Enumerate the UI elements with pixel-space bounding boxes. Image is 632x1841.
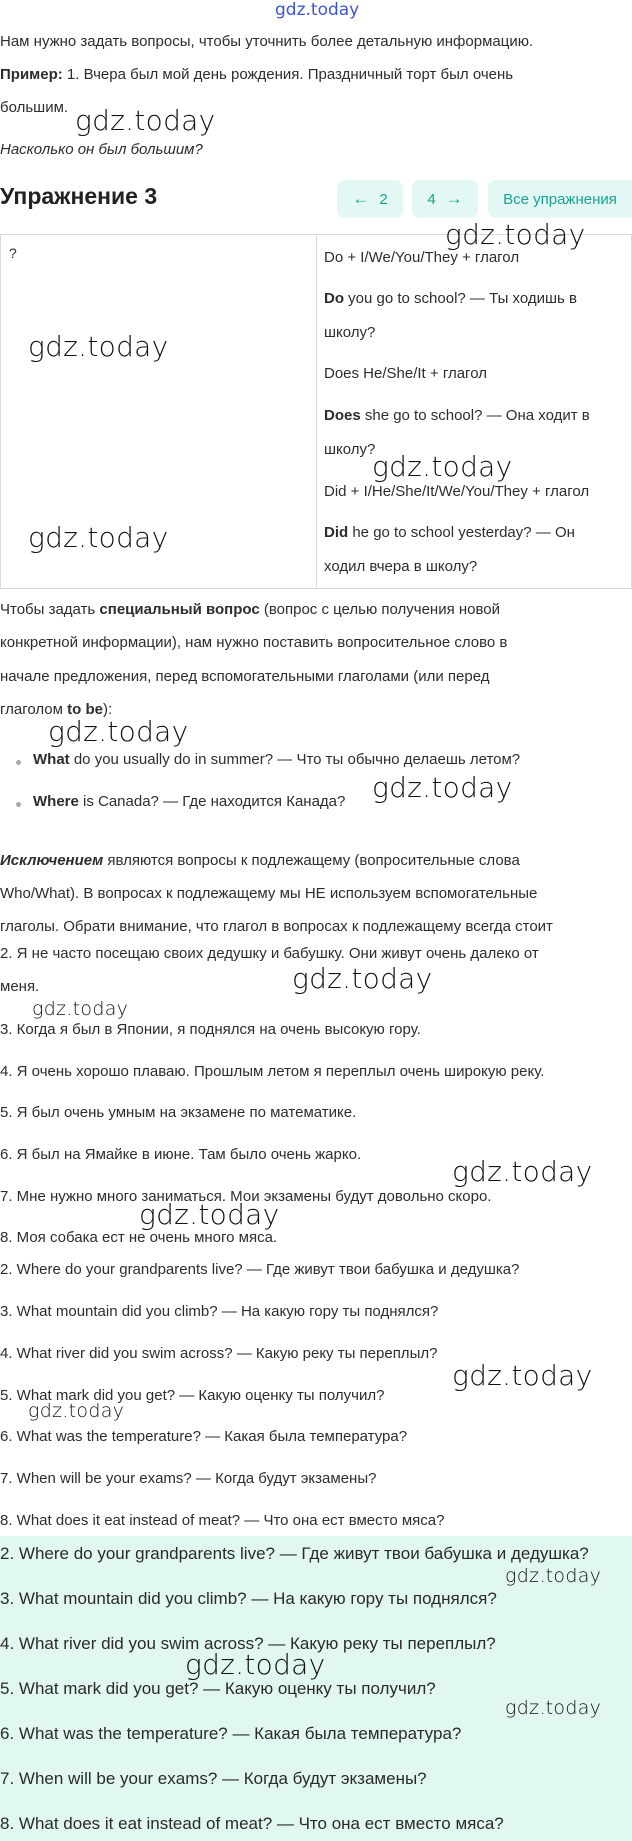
- watermark: gdz.today: [28, 330, 169, 363]
- question-line: 4. What river did you swim across? — Какую реку ты переплыл?: [0, 1345, 438, 1362]
- task-line: 7. Мне нужно много заниматься. Мои экзамены будут довольно скоро.: [0, 1188, 492, 1205]
- answer-line: 7. When will be your exams? — Когда будут экзамены?: [0, 1769, 427, 1788]
- arrow-left-icon: ←: [352, 189, 370, 208]
- question-line: 8. What does it eat instead of meat? — Что она ест вместо мяса?: [0, 1512, 445, 1529]
- watermark: gdz.today: [48, 715, 189, 748]
- task-line: меня.: [0, 978, 40, 995]
- table-divider: [316, 235, 317, 588]
- watermark: gdz.today: [185, 1648, 326, 1681]
- answer-line: 8. What does it eat instead of meat? — Что она ест вместо мяса?: [0, 1814, 504, 1833]
- answer-line: 5. What mark did you get? — Какую оценку ты получил?: [0, 1679, 436, 1698]
- table-rule-line: Does He/She/It + глагол: [324, 365, 487, 382]
- arrow-right-icon: →: [445, 189, 463, 208]
- exception-text: Исключением являются вопросы к подлежащему (вопросительные слова: [0, 852, 520, 869]
- site-logo[interactable]: gdz.today: [275, 0, 360, 20]
- task-line: 5. Я был очень умным на экзамене по математике.: [0, 1104, 357, 1121]
- question-line: 2. Where do your grandparents live? — Где живут твои бабушка и дедушка?: [0, 1261, 520, 1278]
- watermark: gdz.today: [75, 104, 216, 137]
- task-line: 8. Моя собака ест не очень много мяса.: [0, 1229, 278, 1246]
- table-rule-line: Do + I/We/You/They + глагол: [324, 249, 520, 266]
- watermark: gdz.today: [452, 1155, 593, 1188]
- answer-line: 6. What was the temperature? — Какая была температура?: [0, 1724, 462, 1743]
- watermark: gdz.today: [28, 1400, 125, 1422]
- example-line-2: большим.: [0, 99, 69, 116]
- exception-text: Who/What). В вопросах к подлежащему мы НЕ используем вспомогательные: [0, 885, 538, 902]
- watermark: gdz.today: [445, 218, 586, 251]
- prev-exercise-button[interactable]: [337, 180, 403, 218]
- next-exercise-button[interactable]: [412, 180, 478, 218]
- special-question-text: Чтобы задать специальный вопрос (вопрос с целью получения новой: [0, 601, 501, 618]
- watermark: gdz.today: [505, 1565, 602, 1587]
- bullet-dot: [16, 802, 21, 807]
- example-question: Насколько он был большим?: [0, 141, 203, 158]
- watermark: gdz.today: [32, 998, 129, 1020]
- question-line: 3. What mountain did you climb? — На какую гору ты поднялся?: [0, 1303, 439, 1320]
- table-rule-line: школу?: [324, 324, 376, 341]
- watermark: gdz.today: [292, 962, 433, 995]
- bullet-item: Where is Canada? — Где находится Канада?: [33, 793, 346, 810]
- question-line: 6. What was the temperature? — Какая была температура?: [0, 1428, 408, 1445]
- special-question-text: глаголом to be):: [0, 701, 113, 718]
- next-exercise-label: 4: [427, 190, 436, 208]
- watermark: gdz.today: [139, 1198, 280, 1231]
- watermark: gdz.today: [372, 771, 513, 804]
- question-line: 5. What mark did you get? — Какую оценку ты получил?: [0, 1387, 385, 1404]
- exception-text: глаголы. Обрати внимание, что глагол в вопросах к подлежащему всегда стоит: [0, 918, 553, 935]
- intro-text: Нам нужно задать вопросы, чтобы уточнить более детальную информацию.: [0, 33, 534, 50]
- task-line: 6. Я был на Ямайке в июне. Там было очень жарко.: [0, 1146, 362, 1163]
- example-line: [0, 66, 513, 83]
- question-line: 7. When will be your exams? — Когда будут экзамены?: [0, 1470, 377, 1487]
- watermark: gdz.today: [452, 1359, 593, 1392]
- exercise-title: Упражнение 3: [0, 183, 158, 209]
- special-question-text: конкретной информации), нам нужно поставить вопросительное слово в: [0, 634, 508, 651]
- watermark: gdz.today: [505, 1697, 602, 1719]
- watermark: gdz.today: [372, 450, 513, 483]
- answer-line: 4. What river did you swim across? — Какую реку ты переплыл?: [0, 1634, 496, 1653]
- table-rule-line: ходил вчера в школу?: [324, 558, 478, 575]
- table-rule-line: Does she go to school? — Она ходит в: [324, 407, 590, 424]
- bullet-dot: [16, 760, 21, 765]
- watermark: gdz.today: [28, 521, 169, 554]
- task-line: 3. Когда я был в Японии, я поднялся на очень высокую гору.: [0, 1021, 421, 1038]
- table-rule-line: Do you go to school? — Ты ходишь в: [324, 290, 577, 307]
- special-question-text: начале предложения, перед вспомогательными глаголами (или перед: [0, 668, 490, 685]
- prev-exercise-label: 2: [379, 190, 388, 208]
- table-rule-line: школу?: [324, 441, 376, 458]
- bullet-item: What do you usually do in summer? — Что ты обычно делаешь летом?: [33, 751, 521, 768]
- all-exercises-button[interactable]: Все упражнения: [488, 180, 632, 218]
- answer-line: 3. What mountain did you climb? — На какую гору ты поднялся?: [0, 1589, 497, 1608]
- example-label: Пример:: [0, 66, 63, 83]
- task-line: 4. Я очень хорошо плаваю. Прошлым летом я переплыл очень широкую реку.: [0, 1063, 545, 1080]
- example-text: 1. Вчера был мой день рождения. Праздничный торт был очень: [62, 66, 514, 83]
- answer-line: 2. Where do your grandparents live? — Где живут твои бабушка и дедушка?: [0, 1544, 589, 1563]
- table-rule-line: Did + I/He/She/It/We/You/They + глагол: [324, 483, 590, 500]
- table-rule-line: Did he go to school yesterday? — Он: [324, 524, 575, 541]
- table-left-cell: ?: [9, 245, 17, 261]
- task-line: 2. Я не часто посещаю своих дедушку и бабушку. Они живут очень далеко от: [0, 945, 539, 962]
